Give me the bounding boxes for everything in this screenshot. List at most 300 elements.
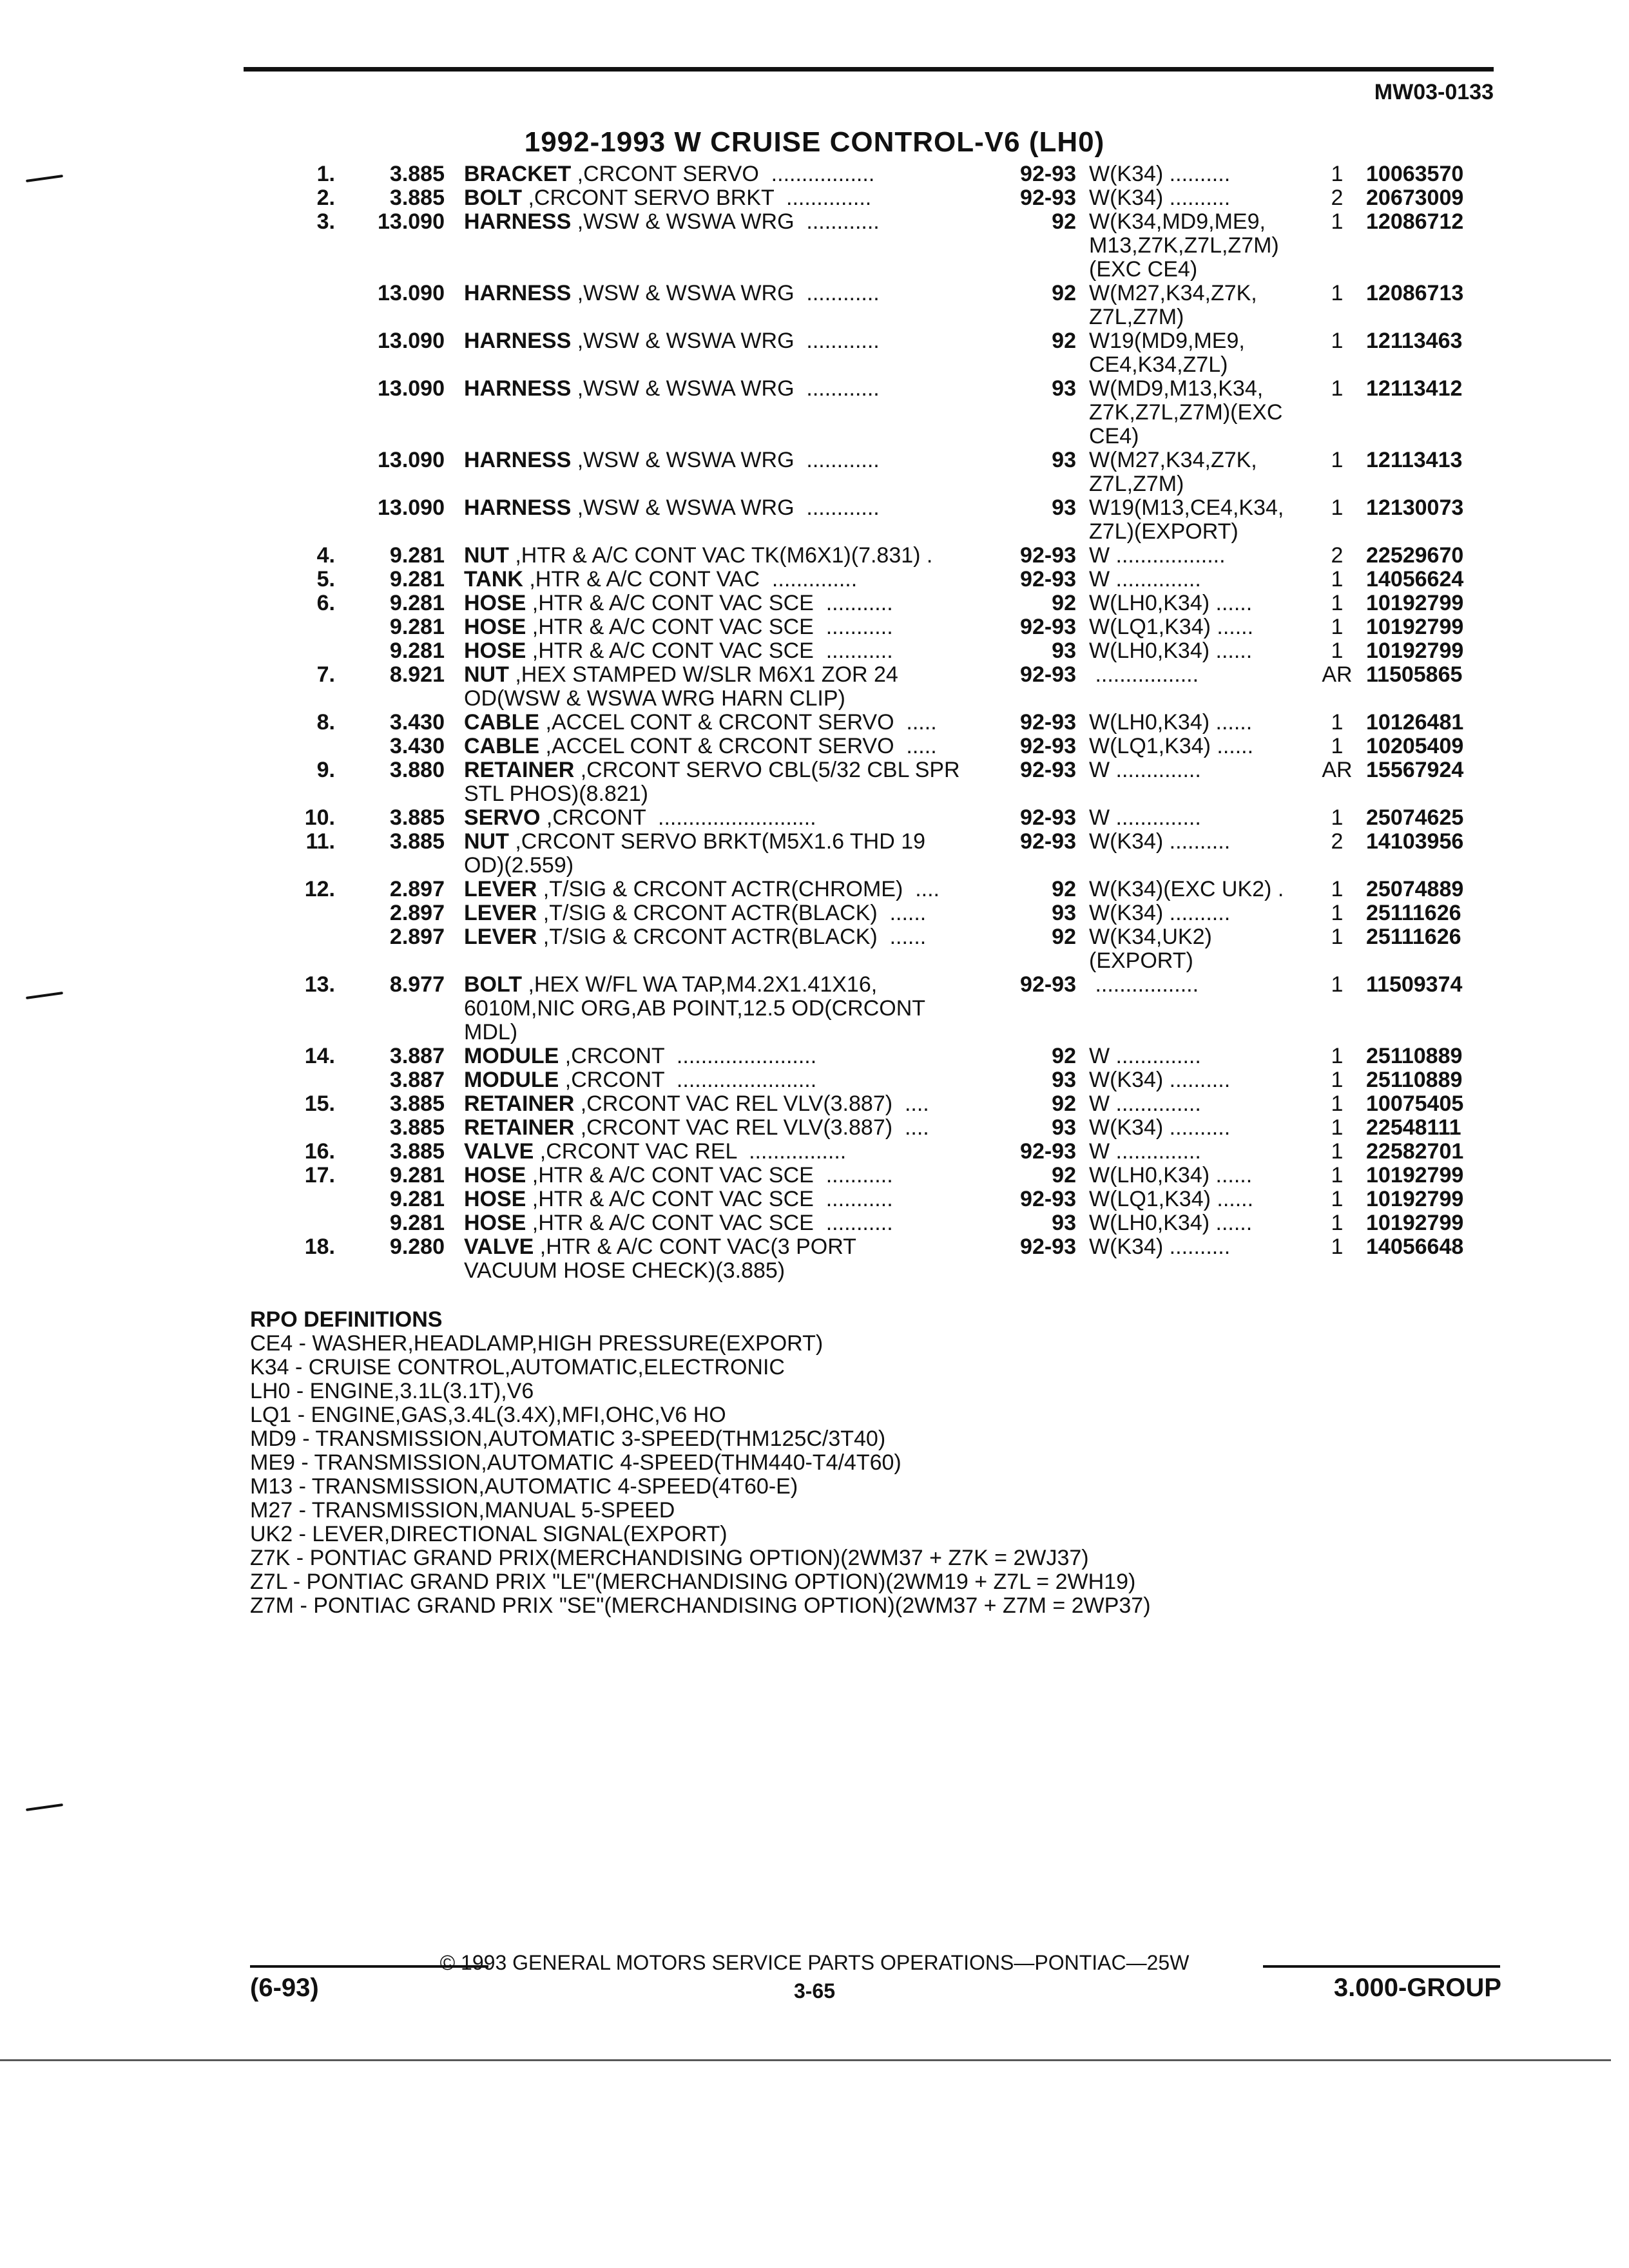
usage: W(K34) .......... (1089, 162, 1231, 186)
footer-date: (6-93) (250, 1974, 319, 2002)
table-row (0, 735, 1629, 758)
table-row (0, 1068, 1629, 1092)
model-years: 92 (1052, 281, 1076, 305)
part-description (464, 568, 992, 591)
part-number: 10192799 (1366, 591, 1464, 615)
part-number: 10192799 (1366, 615, 1464, 639)
quantity: AR (1322, 758, 1353, 782)
part-name: RETAINER (464, 1091, 575, 1116)
usage: W(LH0,K34) ...... (1089, 1163, 1253, 1187)
part-description (464, 639, 992, 663)
table-row (0, 973, 1629, 1044)
rpo-item: LQ1 - ENGINE,GAS,3.4L(3.4X),MFI,OHC,V6 HO (250, 1403, 726, 1427)
model-years: 93 (1052, 376, 1076, 401)
part-detail: ,WSW & WSWA WRG ............ (571, 495, 880, 520)
table-row (0, 639, 1629, 663)
model-years: 92 (1052, 329, 1076, 353)
part-description (464, 544, 992, 568)
ref-number: 12. (304, 877, 335, 901)
part-detail: ,CRCONT VAC REL ................ (534, 1139, 847, 1164)
table-row (0, 496, 1629, 544)
quantity: 1 (1331, 972, 1344, 997)
quantity: 1 (1331, 1211, 1344, 1235)
usage: W(K34,MD9,ME9, M13,Z7K,Z7L,Z7M) (EXC CE4) (1089, 209, 1279, 282)
part-description (464, 806, 992, 830)
part-number: 10075405 (1366, 1091, 1464, 1116)
model-years: 93 (1052, 1115, 1076, 1140)
part-name: VALVE (464, 1235, 534, 1259)
part-detail: ,HTR & A/C CONT VAC SCE ........... (526, 591, 893, 615)
ref-number: 5. (316, 567, 335, 591)
part-name: MODULE (464, 1044, 559, 1068)
part-description (464, 448, 992, 472)
part-detail: ,HTR & A/C CONT VAC(3 PORT VACUUM HOSE CHECK)(3.885) (464, 1235, 856, 1283)
usage: W(K34) .......... (1089, 186, 1231, 210)
part-number: 11505865 (1366, 662, 1463, 687)
part-number: 10192799 (1366, 1211, 1464, 1235)
group-number: 3.430 (389, 710, 445, 735)
quantity: 1 (1331, 567, 1344, 591)
document-code: MW03-0133 (1374, 80, 1494, 104)
part-name: NUT (464, 543, 509, 568)
quantity: 1 (1331, 209, 1344, 234)
ref-number: 13. (304, 972, 335, 997)
model-years: 92-93 (1020, 1235, 1076, 1259)
model-years: 93 (1052, 639, 1076, 663)
part-number: 12113463 (1366, 329, 1463, 353)
part-number: 22582701 (1366, 1139, 1464, 1164)
table-row (0, 1164, 1629, 1187)
part-description (464, 1092, 992, 1116)
ref-number: 16. (304, 1139, 335, 1164)
quantity: 1 (1331, 495, 1344, 520)
group-number: 3.885 (389, 186, 445, 210)
table-row (0, 1235, 1629, 1283)
table-row (0, 568, 1629, 591)
usage: W(MD9,M13,K34, Z7K,Z7L,Z7M)(EXC CE4) (1089, 376, 1283, 448)
group-number: 3.885 (389, 1115, 445, 1140)
part-number: 25111626 (1366, 901, 1461, 925)
quantity: 1 (1331, 805, 1344, 830)
ref-number: 3. (316, 209, 335, 234)
part-name: HARNESS (464, 329, 572, 353)
part-name: CABLE (464, 734, 540, 758)
model-years: 92-93 (1020, 734, 1076, 758)
part-detail: ,CRCONT SERVO CBL(5/32 CBL SPR STL PHOS)(8.821) (464, 758, 960, 806)
part-description (464, 1187, 992, 1211)
part-detail: ,CRCONT SERVO BRKT .............. (522, 186, 872, 210)
usage: W .............. (1089, 567, 1201, 591)
group-number: 3.887 (389, 1044, 445, 1068)
part-name: HARNESS (464, 376, 572, 401)
group-number: 9.281 (389, 1187, 445, 1211)
usage: W .............. (1089, 1044, 1201, 1068)
model-years: 92-93 (1020, 710, 1076, 735)
usage: W(K34) .......... (1089, 829, 1231, 854)
quantity: 1 (1331, 591, 1344, 615)
model-years: 93 (1052, 1068, 1076, 1092)
part-detail: ,CRCONT SERVO BRKT(M5X1.6 THD 19 OD)(2.559) (464, 829, 926, 878)
usage: W .............. (1089, 805, 1201, 830)
part-number: 25110889 (1366, 1044, 1463, 1068)
part-name: HARNESS (464, 281, 572, 305)
part-detail: ,HEX W/FL WA TAP,M4.2X1.41X16, 6010M,NIC ORG,AB POINT,12.5 OD(CRCONT MDL) (464, 972, 926, 1044)
part-number: 14056624 (1366, 567, 1464, 591)
group-number: 3.887 (389, 1068, 445, 1092)
table-row (0, 615, 1629, 639)
part-description (464, 735, 992, 758)
part-number: 12086713 (1366, 281, 1464, 305)
part-detail: ,WSW & WSWA WRG ............ (571, 448, 880, 472)
quantity: AR (1322, 662, 1353, 687)
part-name: NUT (464, 662, 509, 687)
model-years: 92-93 (1020, 615, 1076, 639)
rpo-item: M27 - TRANSMISSION,MANUAL 5-SPEED (250, 1498, 675, 1523)
group-number: 9.281 (389, 543, 445, 568)
model-years: 92-93 (1020, 162, 1076, 186)
quantity: 1 (1331, 1163, 1344, 1187)
model-years: 93 (1052, 448, 1076, 472)
part-description (464, 901, 992, 925)
table-row (0, 591, 1629, 615)
part-name: LEVER (464, 877, 537, 901)
part-name: HARNESS (464, 448, 572, 472)
part-number: 25110889 (1366, 1068, 1463, 1092)
footer-copyright: © 1993 GENERAL MOTORS SERVICE PARTS OPERATIONS—PONTIAC—25W (439, 1951, 1190, 1974)
part-name: HOSE (464, 639, 526, 663)
part-number: 12113413 (1366, 448, 1463, 472)
part-name: CABLE (464, 710, 540, 735)
table-row (0, 448, 1629, 496)
ref-number: 15. (304, 1091, 335, 1116)
part-name: NUT (464, 829, 509, 854)
table-row (0, 186, 1629, 210)
footer-group: 3.000-GROUP (1333, 1974, 1501, 2002)
part-name: HOSE (464, 1211, 526, 1235)
part-number: 10192799 (1366, 1187, 1464, 1211)
part-name: HOSE (464, 1187, 526, 1211)
part-number: 25074625 (1366, 805, 1464, 830)
part-detail: ,CRCONT ....................... (559, 1044, 817, 1068)
model-years: 92-93 (1020, 758, 1076, 782)
model-years: 92-93 (1020, 805, 1076, 830)
top-rule (244, 67, 1494, 72)
ref-number: 9. (316, 758, 335, 782)
part-name: RETAINER (464, 758, 575, 782)
usage: W(K34) .......... (1089, 1068, 1231, 1092)
usage: W(K34,UK2) (EXPORT) (1089, 925, 1212, 973)
model-years: 92 (1052, 209, 1076, 234)
rpo-item: Z7M - PONTIAC GRAND PRIX "SE"(MERCHANDISING OPTION)(2WM37 + Z7M = 2WP37) (250, 1593, 1151, 1618)
table-row (0, 663, 1629, 711)
part-detail: ,CRCONT VAC REL VLV(3.887) .... (574, 1091, 929, 1116)
model-years: 93 (1052, 901, 1076, 925)
part-name: TANK (464, 567, 523, 591)
group-number: 13.090 (378, 281, 445, 305)
quantity: 1 (1331, 615, 1344, 639)
group-number: 8.921 (389, 662, 445, 687)
table-row (0, 377, 1629, 448)
part-number: 10126481 (1366, 710, 1464, 735)
model-years: 92-93 (1020, 829, 1076, 854)
quantity: 1 (1331, 1044, 1344, 1068)
group-number: 3.885 (389, 805, 445, 830)
ref-number: 2. (316, 186, 335, 210)
rpo-item: M13 - TRANSMISSION,AUTOMATIC 4-SPEED(4T60-E) (250, 1474, 798, 1499)
group-number: 3.885 (389, 1139, 445, 1164)
part-detail: ,CRCONT SERVO ................. (571, 162, 875, 186)
usage: W .............. (1089, 1139, 1201, 1164)
group-number: 2.897 (389, 877, 445, 901)
page-title: 1992-1993 W CRUISE CONTROL-V6 (LH0) (524, 126, 1105, 158)
part-detail: ,WSW & WSWA WRG ............ (571, 329, 880, 353)
table-row (0, 544, 1629, 568)
usage: W(M27,K34,Z7K, Z7L,Z7M) (1089, 281, 1257, 329)
group-number: 9.280 (389, 1235, 445, 1259)
table-row (0, 758, 1629, 806)
quantity: 1 (1331, 1091, 1344, 1116)
table-row (0, 1211, 1629, 1235)
part-detail: ,T/SIG & CRCONT ACTR(BLACK) ...... (537, 925, 927, 949)
part-description (464, 615, 992, 639)
ref-number: 18. (304, 1235, 335, 1259)
table-row (0, 162, 1629, 186)
part-number: 22529670 (1366, 543, 1464, 568)
part-name: RETAINER (464, 1115, 575, 1140)
model-years: 92-93 (1020, 567, 1076, 591)
part-name: HARNESS (464, 495, 572, 520)
ref-number: 6. (316, 591, 335, 615)
usage: W(LQ1,K34) ...... (1089, 615, 1254, 639)
quantity: 1 (1331, 376, 1344, 401)
rpo-item: K34 - CRUISE CONTROL,AUTOMATIC,ELECTRONIC (250, 1355, 785, 1379)
part-description (464, 1068, 992, 1092)
usage: W(LQ1,K34) ...... (1089, 1187, 1254, 1211)
part-name: HOSE (464, 615, 526, 639)
part-description (464, 1140, 992, 1164)
group-number: 3.430 (389, 734, 445, 758)
part-number: 12130073 (1366, 495, 1464, 520)
group-number: 3.885 (389, 1091, 445, 1116)
group-number: 9.281 (389, 1163, 445, 1187)
part-number: 12113412 (1366, 376, 1463, 401)
ref-number: 1. (316, 162, 335, 186)
table-row (0, 925, 1629, 973)
margin-mark (26, 1803, 63, 1811)
part-detail: ,HTR & A/C CONT VAC .............. (523, 567, 858, 591)
table-row (0, 711, 1629, 735)
rpo-item: ME9 - TRANSMISSION,AUTOMATIC 4-SPEED(THM440-T4/4T60) (250, 1450, 901, 1475)
usage: W(K34) .......... (1089, 1115, 1231, 1140)
group-number: 9.281 (389, 639, 445, 663)
rpo-list (250, 1332, 1151, 1618)
part-detail: ,CRCONT .......................... (540, 805, 816, 830)
part-description (464, 591, 992, 615)
part-description (464, 758, 992, 806)
part-name: LEVER (464, 925, 537, 949)
table-row (0, 901, 1629, 925)
part-number: 25074889 (1366, 877, 1464, 901)
part-number: 14056648 (1366, 1235, 1464, 1259)
parts-table (0, 162, 1629, 1283)
model-years: 92-93 (1020, 1187, 1076, 1211)
model-years: 92-93 (1020, 662, 1076, 687)
group-number: 9.281 (389, 615, 445, 639)
part-name: VALVE (464, 1139, 534, 1164)
ref-number: 4. (316, 543, 335, 568)
quantity: 1 (1331, 877, 1344, 901)
part-number: 14103956 (1366, 829, 1464, 854)
quantity: 1 (1331, 925, 1344, 949)
group-number: 3.885 (389, 829, 445, 854)
part-name: SERVO (464, 805, 541, 830)
part-number: 25111626 (1366, 925, 1461, 949)
table-row (0, 830, 1629, 878)
part-description (464, 1211, 992, 1235)
group-number: 3.880 (389, 758, 445, 782)
ref-number: 8. (316, 710, 335, 735)
model-years: 92 (1052, 925, 1076, 949)
model-years: 92 (1052, 1091, 1076, 1116)
usage: W(LH0,K34) ...... (1089, 1211, 1253, 1235)
part-name: BOLT (464, 186, 523, 210)
quantity: 2 (1331, 543, 1344, 568)
part-description (464, 973, 992, 1044)
part-detail: ,WSW & WSWA WRG ............ (571, 376, 880, 401)
model-years: 93 (1052, 1211, 1076, 1235)
model-years: 92 (1052, 591, 1076, 615)
usage: W19(MD9,ME9, CE4,K34,Z7L) (1089, 329, 1245, 377)
ref-number: 14. (304, 1044, 335, 1068)
part-name: MODULE (464, 1068, 559, 1092)
part-description (464, 830, 992, 878)
part-detail: ,T/SIG & CRCONT ACTR(BLACK) ...... (537, 901, 927, 925)
table-row (0, 282, 1629, 329)
part-number: 10205409 (1366, 734, 1464, 758)
part-name: BOLT (464, 972, 523, 997)
usage: ................. (1089, 972, 1199, 997)
part-detail: ,HTR & A/C CONT VAC SCE ........... (526, 1211, 893, 1235)
usage: W .................. (1089, 543, 1226, 568)
rpo-item: Z7K - PONTIAC GRAND PRIX(MERCHANDISING OPTION)(2WM37 + Z7K = 2WJ37) (250, 1546, 1089, 1570)
part-description (464, 1235, 992, 1283)
table-row (0, 1187, 1629, 1211)
part-name: HOSE (464, 1163, 526, 1187)
part-name: LEVER (464, 901, 537, 925)
part-description (464, 878, 992, 901)
usage: W19(M13,CE4,K34, Z7L)(EXPORT) (1089, 495, 1284, 544)
model-years: 92 (1052, 877, 1076, 901)
table-row (0, 329, 1629, 377)
part-detail: ,T/SIG & CRCONT ACTR(CHROME) .... (537, 877, 940, 901)
model-years: 92-93 (1020, 972, 1076, 997)
rpo-item: CE4 - WASHER,HEADLAMP,HIGH PRESSURE(EXPORT) (250, 1331, 824, 1356)
group-number: 2.897 (389, 901, 445, 925)
page-number: 3-65 (793, 1979, 836, 2003)
part-description (464, 377, 992, 401)
model-years: 92-93 (1020, 1139, 1076, 1164)
part-number: 10192799 (1366, 1163, 1464, 1187)
part-detail: ,HTR & A/C CONT VAC SCE ........... (526, 1163, 893, 1187)
part-description (464, 186, 992, 210)
model-years: 92-93 (1020, 543, 1076, 568)
group-number: 2.897 (389, 925, 445, 949)
part-detail: ,CRCONT VAC REL VLV(3.887) .... (574, 1115, 929, 1140)
model-years: 92 (1052, 1163, 1076, 1187)
rpo-item: LH0 - ENGINE,3.1L(3.1T),V6 (250, 1379, 534, 1403)
quantity: 1 (1331, 1235, 1344, 1259)
part-description (464, 210, 992, 234)
part-name: HOSE (464, 591, 526, 615)
table-row (0, 1116, 1629, 1140)
part-number: 15567924 (1366, 758, 1464, 782)
usage: W(LH0,K34) ...... (1089, 710, 1253, 735)
quantity: 1 (1331, 281, 1344, 305)
part-description (464, 1116, 992, 1140)
part-number: 11509374 (1366, 972, 1463, 997)
rpo-item: UK2 - LEVER,DIRECTIONAL SIGNAL(EXPORT) (250, 1522, 728, 1546)
part-detail: ,ACCEL CONT & CRCONT SERVO ..... (539, 710, 937, 735)
group-number: 9.281 (389, 567, 445, 591)
usage: W(LH0,K34) ...... (1089, 591, 1253, 615)
part-detail: ,HTR & A/C CONT VAC TK(M6X1)(7.831) . (508, 543, 933, 568)
part-description (464, 711, 992, 735)
bottom-rule (0, 2059, 1611, 2061)
quantity: 1 (1331, 710, 1344, 735)
part-description (464, 925, 992, 949)
part-detail: ,CRCONT ....................... (559, 1068, 817, 1092)
part-number: 22548111 (1366, 1115, 1461, 1140)
part-detail: ,WSW & WSWA WRG ............ (571, 209, 880, 234)
quantity: 1 (1331, 1187, 1344, 1211)
part-detail: ,WSW & WSWA WRG ............ (571, 281, 880, 305)
part-detail: ,HEX STAMPED W/SLR M6X1 ZOR 24 OD(WSW & WSWA WRG HARN CLIP) (464, 662, 898, 711)
quantity: 2 (1331, 186, 1344, 210)
table-row (0, 806, 1629, 830)
part-description (464, 1044, 992, 1068)
ref-number: 17. (304, 1163, 335, 1187)
usage: W .............. (1089, 1091, 1201, 1116)
model-years: 93 (1052, 495, 1076, 520)
part-description (464, 329, 992, 353)
model-years: 92-93 (1020, 186, 1076, 210)
rpo-item: MD9 - TRANSMISSION,AUTOMATIC 3-SPEED(THM125C/3T40) (250, 1427, 886, 1451)
part-description (464, 162, 992, 186)
quantity: 1 (1331, 901, 1344, 925)
group-number: 9.281 (389, 1211, 445, 1235)
part-detail: ,HTR & A/C CONT VAC SCE ........... (526, 639, 893, 663)
table-row (0, 1044, 1629, 1068)
ref-number: 7. (316, 662, 335, 687)
usage: W(K34) .......... (1089, 901, 1231, 925)
part-description (464, 1164, 992, 1187)
quantity: 1 (1331, 448, 1344, 472)
table-row (0, 1140, 1629, 1164)
rpo-heading: RPO DEFINITIONS (250, 1307, 443, 1332)
group-number: 13.090 (378, 495, 445, 520)
part-name: HARNESS (464, 209, 572, 234)
usage: W(K34) .......... (1089, 1235, 1231, 1259)
ref-number: 11. (305, 829, 335, 854)
quantity: 1 (1331, 1068, 1344, 1092)
quantity: 1 (1331, 162, 1344, 186)
usage: W(LQ1,K34) ...... (1089, 734, 1254, 758)
usage: W .............. (1089, 758, 1201, 782)
quantity: 1 (1331, 1139, 1344, 1164)
model-years: 92 (1052, 1044, 1076, 1068)
group-number: 9.281 (389, 591, 445, 615)
group-number: 13.090 (378, 376, 445, 401)
